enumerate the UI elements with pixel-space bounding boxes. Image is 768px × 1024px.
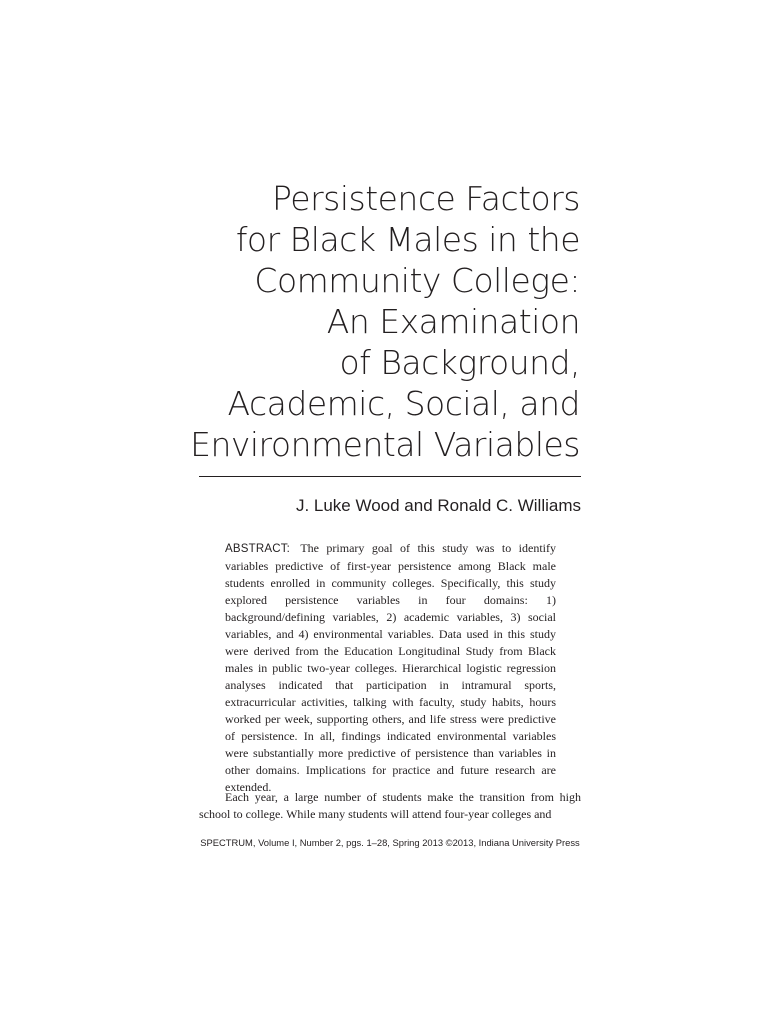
title-line: of Background, bbox=[339, 343, 580, 382]
body-paragraph: Each year, a large number of students make the transition from high school to college. While many students will attend four-year colleges and bbox=[199, 790, 581, 821]
abstract-label: ABSTRACT: bbox=[225, 543, 291, 555]
author-byline: J. Luke Wood and Ronald C. Williams bbox=[295, 496, 581, 515]
title-line: Environmental Variables bbox=[190, 425, 580, 464]
abstract-text: The primary goal of this study was to identify variables predictive of first-year persistence among Black male students enrolled in community colleges. Specifically, this study explored persistence variables in four domains: 1) background/defining variables, 2) academic variables, 3) social variables, and 4) environmental variables. Data used in this study were derived from the Education Longitudinal Study from Black males in public two-year colleges. Hierarchical logistic regression analyses indicated that participation in intramural sports, extracurricular activities, talking with faculty, study habits, hours worked per week, supporting others, and life stress were predictive of persistence. In all, findings indicated environmental variables were substantially more predictive of persistence than variables in other domains. Implications for practice and future research are extended. bbox=[225, 541, 556, 794]
title-line: Community College: bbox=[254, 261, 580, 300]
title-line: Persistence Factors bbox=[272, 179, 580, 218]
abstract bbox=[225, 540, 556, 796]
title-divider bbox=[199, 476, 581, 477]
citation-footer: SPECTRUM, Volume I, Number 2, pgs. 1–28, Spring 2013 ©2013, Indiana University Press bbox=[200, 837, 580, 848]
title-line: An Examination bbox=[326, 302, 580, 341]
article-title bbox=[160, 178, 580, 465]
title-line: for Black Males in the bbox=[235, 220, 580, 259]
title-line: Academic, Social, and bbox=[227, 384, 580, 423]
